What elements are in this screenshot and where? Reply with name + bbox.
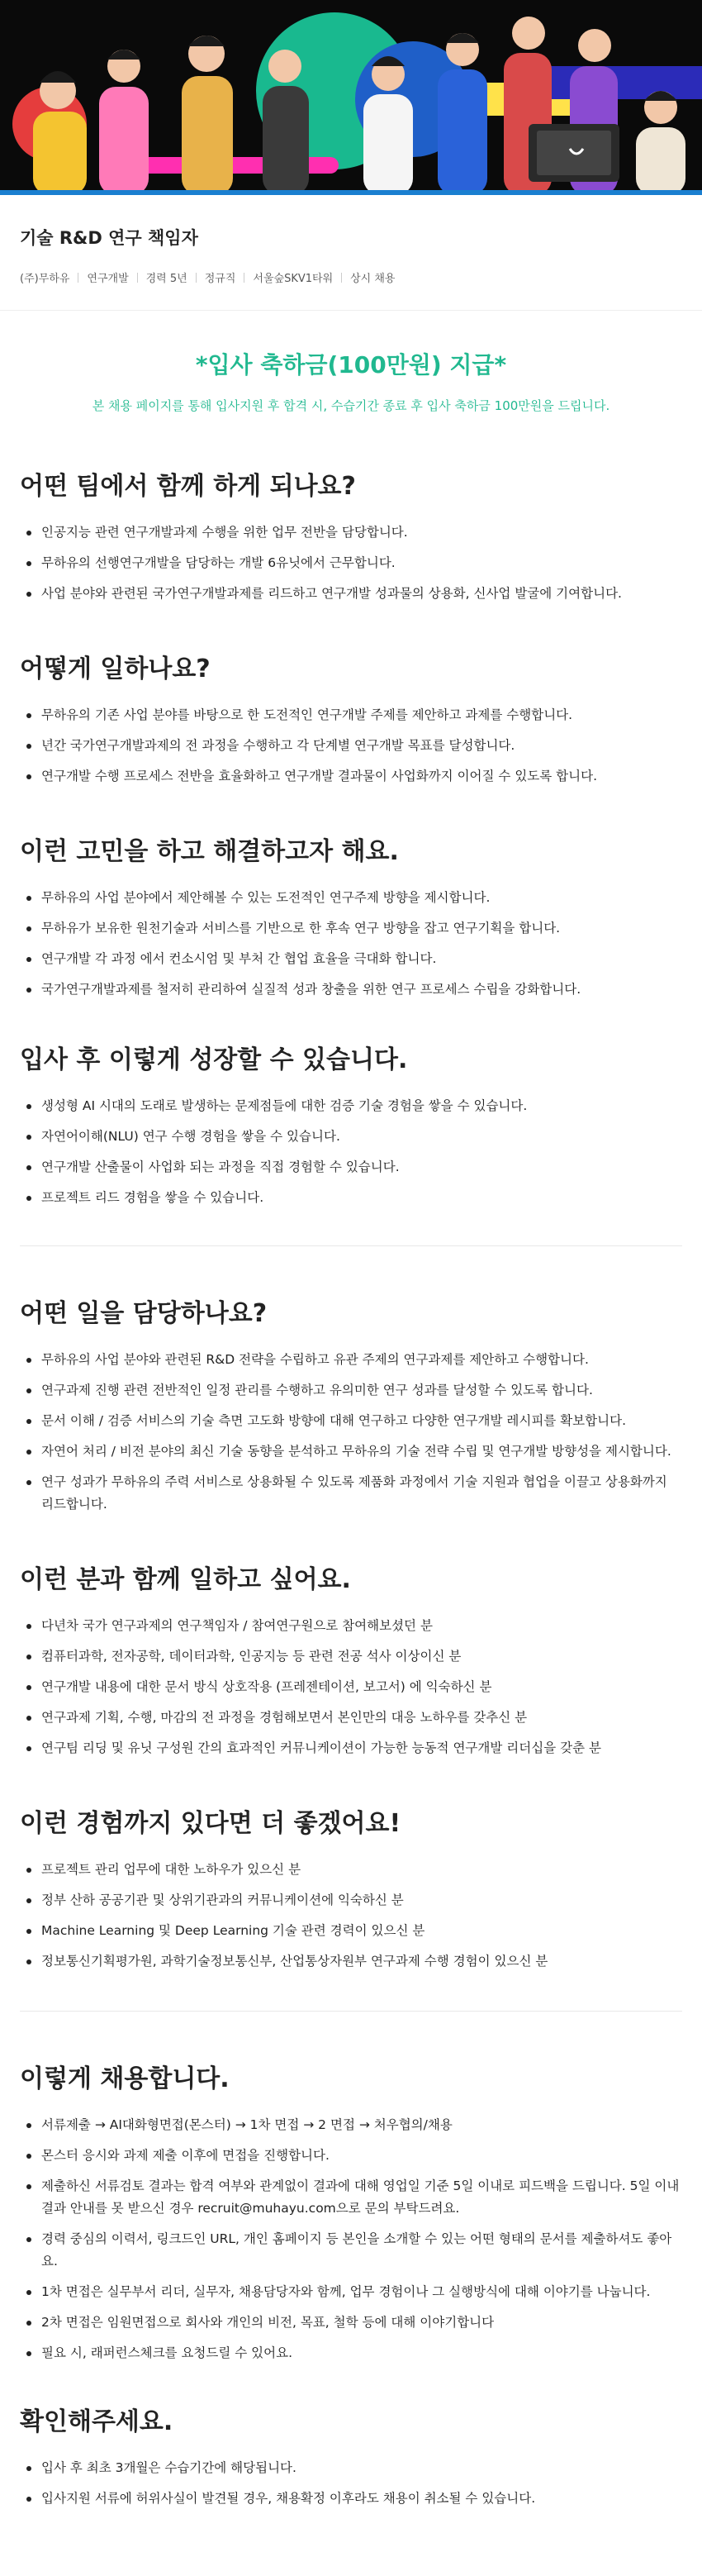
section-list [20,704,682,788]
list-item: 다년차 국가 연구과제의 연구책임자 / 참여연구원으로 참여해보셨던 분 [20,1615,682,1637]
signing-bonus-banner [0,311,702,447]
list-item: 정보통신기획평가원, 과학기술정보통신부, 산업통상자원부 연구과제 수행 경험이 있으신 분 [20,1950,682,1973]
section-title: 이렇게 채용합니다. [20,2064,230,2093]
bonus-title: *입사 축하금(100만원) 지급* [195,351,507,379]
list-item: 연구과제 진행 관련 전반적인 일정 관리를 수행하고 유의미한 연구 성과를 달성할 수 있도록 합니다. [20,1379,682,1402]
section-list [20,2457,682,2510]
list-item: 연구개발 내용에 대한 문서 방식 상호작용 (프레젠테이션, 보고서) 에 익숙하신 분 [20,1676,682,1698]
section-title: 확인해주세요. [20,2407,173,2436]
hero-bottom-bar [0,190,702,195]
list-item: 몬스터 응시와 과제 제출 이후에 면접을 진행합니다. [20,2145,682,2167]
list-item: 정부 산하 공공기관 및 상위기관과의 커뮤니케이션에 익숙하신 분 [20,1889,682,1912]
list-item: 무하유의 사업 분야와 관련된 R&D 전략을 수립하고 유관 주제의 연구과제를 제안하고 수행합니다. [20,1349,682,1371]
section-growth [0,1039,702,1209]
list-item: 무하유의 선행연구개발을 담당하는 개발 6유닛에서 근무합니다. [20,552,682,574]
list-item: 연구개발 수행 프로세스 전반을 효율화하고 연구개발 결과물이 사업화까지 이어질 수 있도록 합니다. [20,765,682,788]
list-item: 무하유의 기존 사업 분야를 바탕으로 한 도전적인 연구개발 주제를 제안하고 과제를 수행합니다. [20,704,682,726]
section-title: 어떻게 일하나요? [20,655,211,683]
job-header [0,195,702,311]
section-notice [0,2401,702,2510]
list-item: 자연어 처리 / 비전 분야의 최신 기술 동향을 분석하고 무하유의 기술 전략 수립 및 연구개발 방향성을 제시합니다. [20,1440,682,1463]
section-title: 어떤 팀에서 함께 하게 되나요? [20,472,356,501]
list-item: 제출하신 서류검토 결과는 합격 여부와 관계없이 결과에 대해 영업일 기준 5일 이내로 피드백을 드립니다. 5일 이내 결과 안내를 못 받으신 경우 recruit@muhayu.com으로 문의 부탁드려요. [20,2175,682,2220]
section-list [20,2114,682,2364]
meta-location: 서울숲SKV1타워 [253,273,334,285]
section-list [20,1615,682,1759]
list-item: 연구과제 기획, 수행, 마감의 전 과정을 경험해보면서 본인만의 대응 노하우를 갖추신 분 [20,1707,682,1729]
list-item: 입사지원 서류에 허위사실이 발견될 경우, 채용확정 이후라도 채용이 취소될 수 있습니다. [20,2488,682,2510]
section-title: 이런 분과 함께 일하고 싶어요. [20,1565,351,1594]
section-how-we-work [0,648,702,788]
section-responsibilities [0,1293,702,1516]
meta-company: (주)무하유 [20,273,70,285]
job-title: 기술 R&D 연구 책임자 [20,228,198,248]
list-item: 년간 국가연구개발과제의 전 과정을 수행하고 각 단계별 연구개발 목표를 달성합니다. [20,735,682,757]
bonus-subtitle: 본 채용 페이지를 통해 입사지원 후 합격 시, 수습기간 종료 후 입사 축하금 100만원을 드립니다. [92,398,610,413]
list-item: 자연어이해(NLU) 연구 수행 경험을 쌓을 수 있습니다. [20,1126,682,1148]
job-meta [20,269,682,285]
section-problems [0,831,702,1001]
section-list [20,521,682,605]
section-team [0,465,702,605]
list-item: 국가연구개발과제를 철저히 관리하여 실질적 성과 창출을 위한 연구 프로세스 수립을 강화합니다. [20,978,682,1001]
meta-separator [341,273,342,283]
divider [20,2011,682,2012]
list-item: 연구개발 산출물이 사업화 되는 과정을 직접 경험할 수 있습니다. [20,1156,682,1178]
list-item: 연구 성과가 무하유의 주력 서비스로 상용화될 수 있도록 제품화 과정에서 기술 지원과 협업을 이끌고 상용화까지 리드합니다. [20,1471,682,1516]
list-item: Machine Learning 및 Deep Learning 기술 관련 경력이 있으신 분 [20,1920,682,1942]
list-item: 연구팀 리딩 및 유닛 구성원 간의 효과적인 커뮤니케이션이 가능한 능동적 연구개발 리더십을 갖춘 분 [20,1737,682,1759]
list-item: 경력 중심의 이력서, 링크드인 URL, 개인 홈페이지 등 본인을 소개할 수 있는 어떤 형태의 문서를 제출하셔도 좋아요. [20,2228,682,2273]
hero-illustration [0,0,702,195]
section-title: 어떤 일을 담당하나요? [20,1299,268,1328]
meta-separator [137,273,138,283]
section-preferred [0,1802,702,1973]
section-title: 입사 후 이렇게 성장할 수 있습니다. [20,1045,408,1074]
section-list [20,887,682,1001]
section-list [20,1349,682,1516]
list-item: 프로젝트 관리 업무에 대한 노하우가 있으신 분 [20,1859,682,1881]
list-item: 서류제출 → AI대화형면접(몬스터) → 1차 면접 → 2 면접 → 처우협의/채용 [20,2114,682,2136]
section-title: 이런 경험까지 있다면 더 좋겠어요! [20,1809,401,1838]
meta-experience: 경력 5년 [145,273,187,285]
meta-hiring-status: 상시 채용 [350,273,396,285]
list-item: 무하유가 보유한 원천기술과 서비스를 기반으로 한 후속 연구 방향을 잡고 연구기획을 합니다. [20,917,682,940]
meta-category: 연구개발 [87,273,129,285]
list-item: 입사 후 최초 3개월은 수습기간에 해당됩니다. [20,2457,682,2479]
section-list [20,1095,682,1209]
list-item: 무하유의 사업 분야에서 제안해볼 수 있는 도전적인 연구주제 방향을 제시합니다. [20,887,682,909]
meta-separator [196,273,197,283]
list-item: 연구개발 각 과정 에서 컨소시엄 및 부처 간 협업 효율을 극대화 합니다. [20,948,682,970]
list-item: 프로젝트 리드 경험을 쌓을 수 있습니다. [20,1187,682,1209]
list-item: 2차 면접은 임원면접으로 회사와 개인의 비전, 목표, 철학 등에 대해 이야기합니다 [20,2312,682,2334]
list-item: 1차 면접은 실무부서 리더, 실무자, 채용담당자와 함께, 업무 경험이나 그 실행방식에 대해 이야기를 나눕니다. [20,2281,682,2303]
section-title: 이런 고민을 하고 해결하고자 해요. [20,837,399,866]
list-item: 사업 분야와 관련된 국가연구개발과제를 리드하고 연구개발 성과물의 상용화, 신사업 발굴에 기여합니다. [20,583,682,605]
hero-illustration-svg [0,0,702,195]
list-item: 컴퓨터과학, 전자공학, 데이터과학, 인공지능 등 관련 전공 석사 이상이신 분 [20,1645,682,1668]
section-list [20,1859,682,1973]
divider [20,1245,682,1246]
section-hiring-process [0,2058,702,2364]
section-qualifications [0,1559,702,1759]
list-item: 생성형 AI 시대의 도래로 발생하는 문제점들에 대한 검증 기술 경험을 쌓을 수 있습니다. [20,1095,682,1117]
meta-employment-type: 정규직 [204,273,236,285]
list-item: 문서 이해 / 검증 서비스의 기술 측면 고도화 방향에 대해 연구하고 다양한 연구개발 레시피를 확보합니다. [20,1410,682,1432]
list-item: 인공지능 관련 연구개발과제 수행을 위한 업무 전반을 담당합니다. [20,521,682,544]
list-item: 필요 시, 래퍼런스체크를 요청드릴 수 있어요. [20,2342,682,2364]
